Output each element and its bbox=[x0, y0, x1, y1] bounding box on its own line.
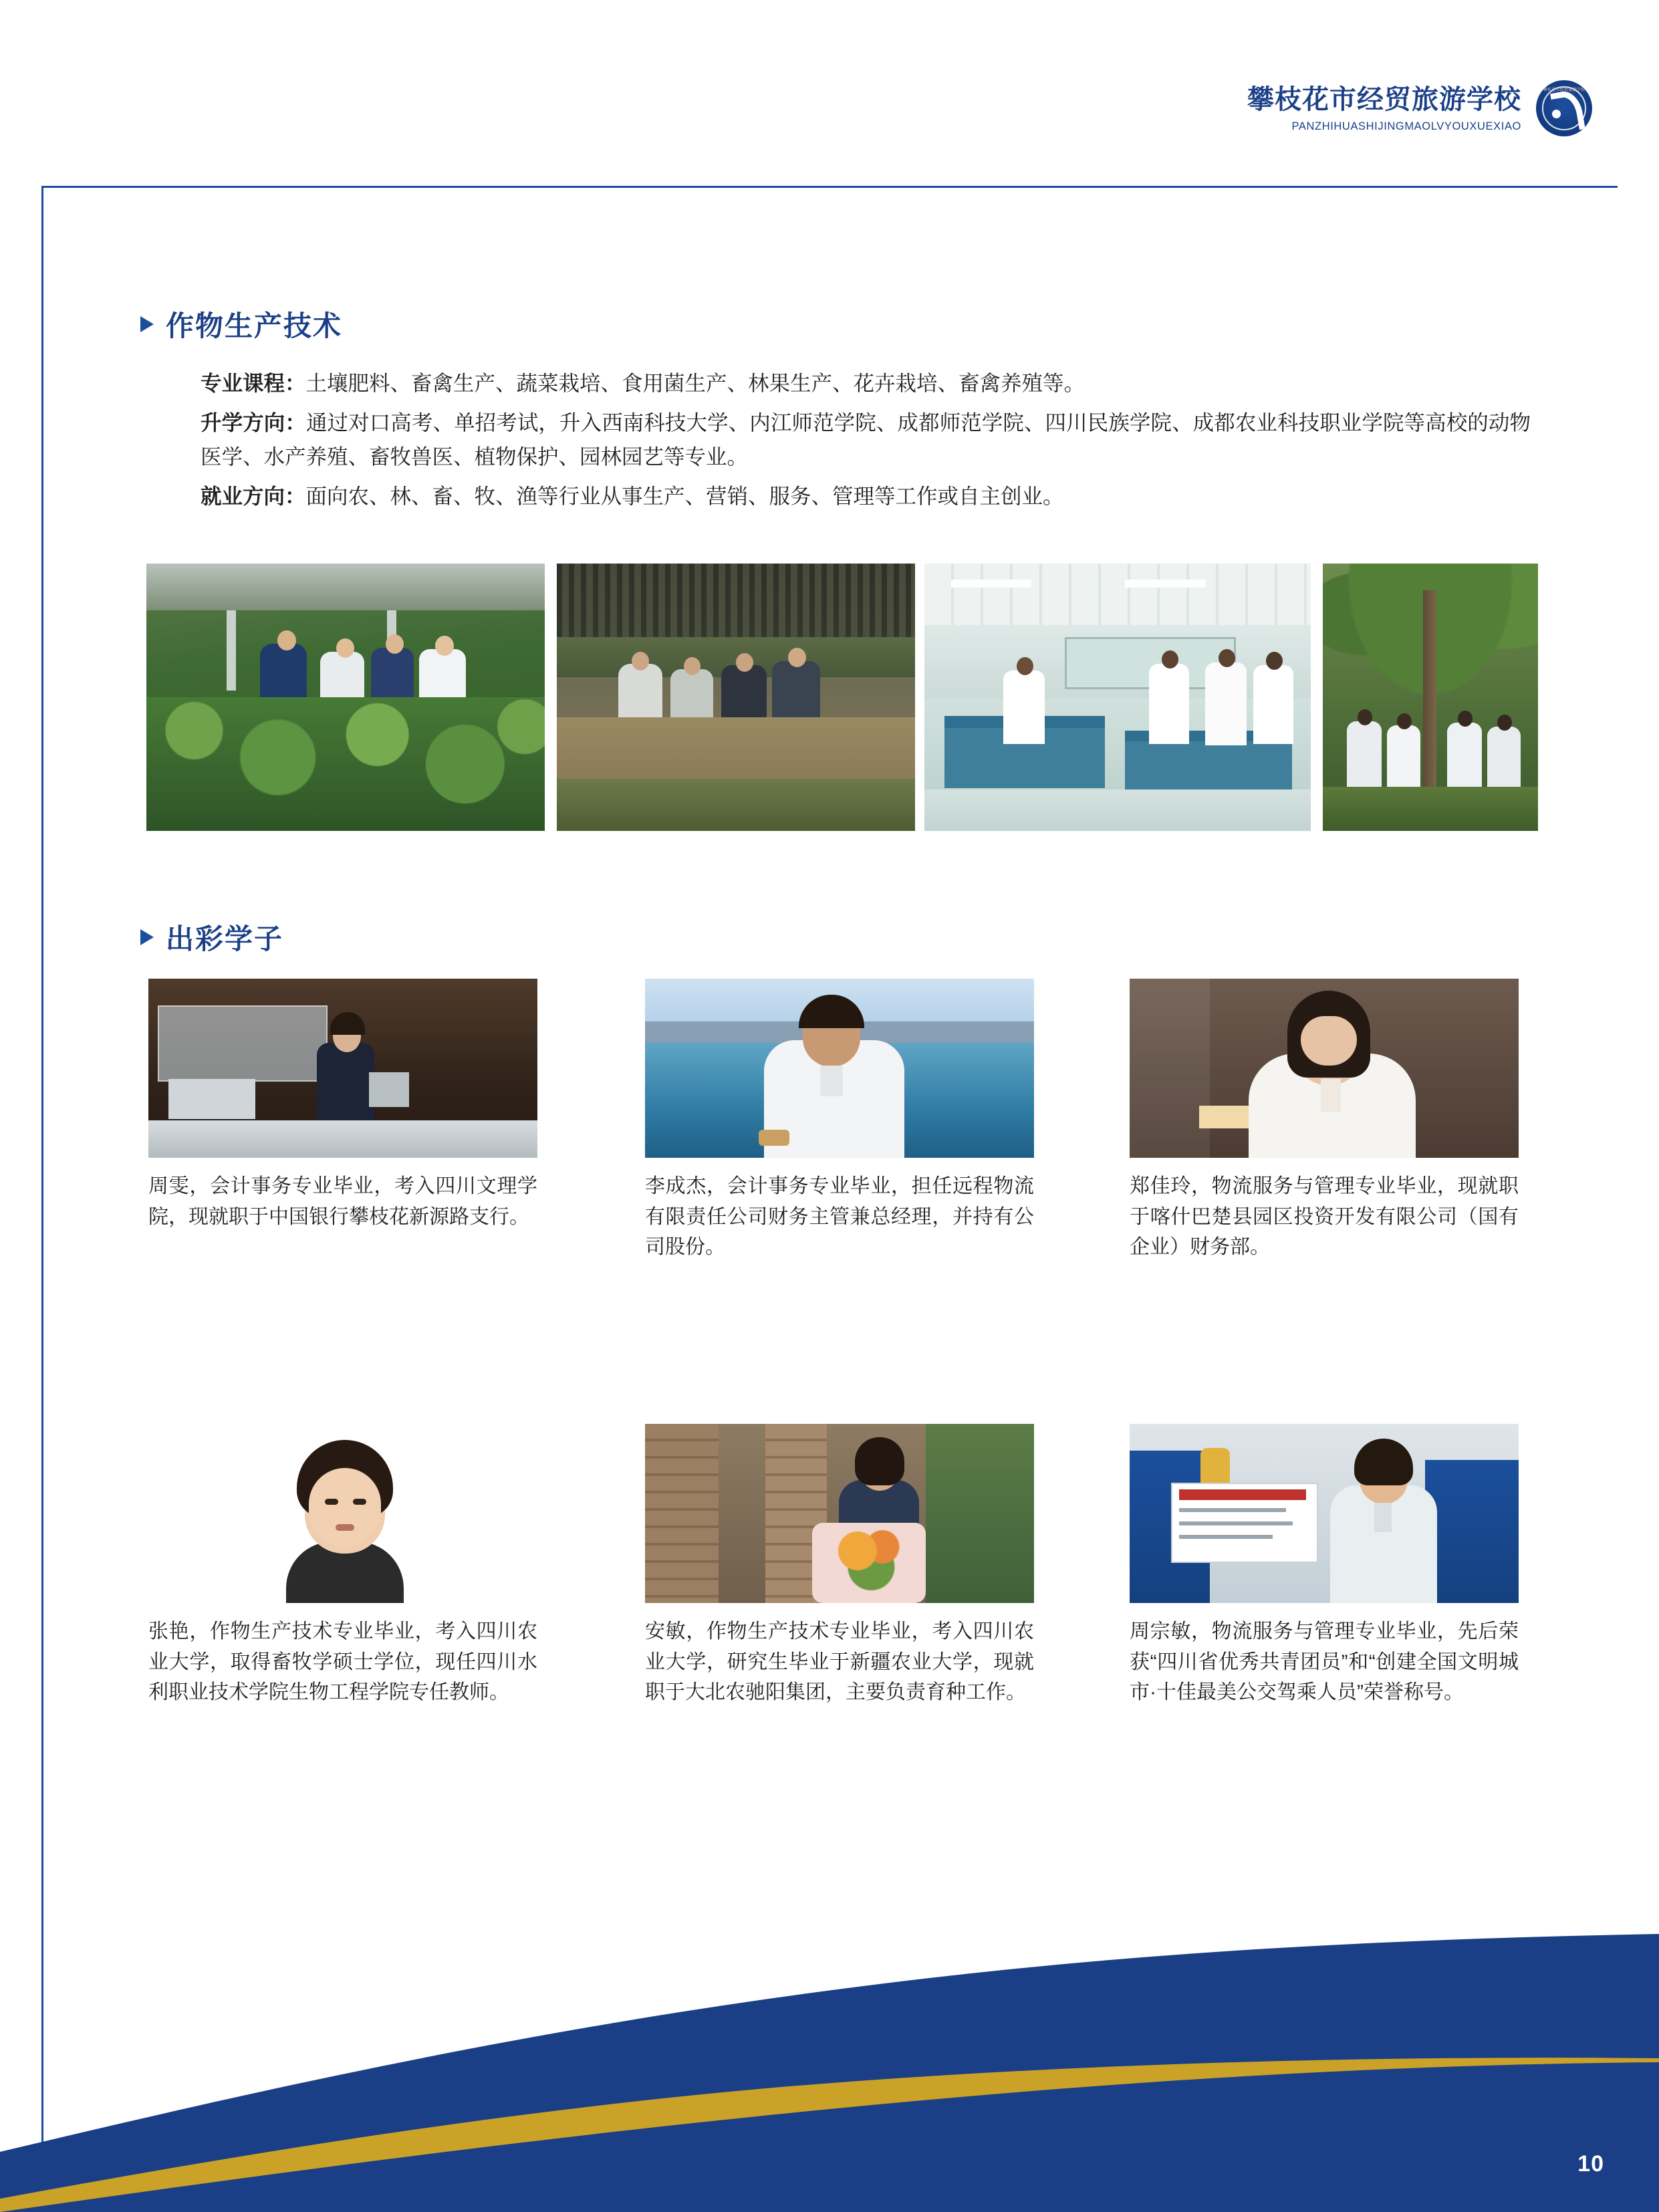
school-logo-icon bbox=[1536, 80, 1592, 136]
greenhouse-person-1-head bbox=[277, 630, 296, 650]
student-card-5 bbox=[645, 1424, 1034, 1708]
bank-staff-body bbox=[317, 1043, 374, 1123]
bank-counter bbox=[148, 1120, 537, 1158]
lab-light-2 bbox=[1125, 580, 1205, 588]
lab-person-4 bbox=[1253, 665, 1293, 744]
greenhouse-person-3-head bbox=[386, 634, 404, 654]
lab-person-3 bbox=[1205, 662, 1247, 745]
section-title-students bbox=[140, 917, 283, 957]
greenhouse-foliage bbox=[146, 697, 545, 831]
lcj-watch bbox=[759, 1130, 789, 1146]
student-photo-zhouwen bbox=[148, 979, 537, 1158]
bank-terminal bbox=[369, 1072, 409, 1107]
courses-text: 土壤肥料、畜禽生产、蔬菜栽培、食用菌生产、林果生产、花卉栽培、畜禽养殖等。 bbox=[305, 371, 1086, 395]
student-caption-2: 李成杰，会计事务专业毕业，担任远程物流有限责任公司财务主管兼总经理，并持有公司股份。 bbox=[645, 1175, 1034, 1259]
lab-light-1 bbox=[951, 580, 1031, 588]
student-photo-lichengjie bbox=[645, 979, 1034, 1158]
am-outdoor bbox=[926, 1424, 1034, 1603]
lab-person-2-head bbox=[1162, 650, 1178, 668]
lab-person-4-head bbox=[1266, 652, 1283, 670]
orchard-person-1 bbox=[1347, 721, 1382, 791]
orchard-ground bbox=[1323, 787, 1538, 831]
lcj-collar bbox=[820, 1066, 843, 1096]
zzm-collar bbox=[1374, 1503, 1392, 1532]
lab-person-1-head bbox=[1017, 657, 1033, 675]
zy-eye-left bbox=[325, 1499, 338, 1505]
section-title-students-label: 出彩学子 bbox=[166, 923, 284, 955]
page-number: 10 bbox=[1577, 2151, 1604, 2177]
further-study-paragraph bbox=[201, 406, 1531, 474]
orchard-person-2 bbox=[1387, 725, 1420, 791]
zy-eye-right bbox=[353, 1499, 366, 1505]
bus-seat-right bbox=[1425, 1460, 1519, 1603]
bank-printer bbox=[168, 1079, 255, 1119]
am-bouquet bbox=[812, 1523, 926, 1603]
triangle-bullet-icon-2 bbox=[140, 929, 154, 945]
laboratory-photo bbox=[924, 564, 1311, 831]
orchard-trunk bbox=[1423, 590, 1436, 811]
am-brick-wall-left bbox=[645, 1424, 719, 1603]
greenhouse-roof bbox=[146, 564, 545, 610]
student-photo-zhengjialing bbox=[1130, 979, 1519, 1158]
certificate-line-2 bbox=[1179, 1521, 1293, 1525]
certificate-line-3 bbox=[1179, 1535, 1273, 1539]
shade-net bbox=[557, 564, 915, 644]
section-title-major-label: 作物生产技术 bbox=[166, 310, 343, 342]
greenhouse-person-4-head bbox=[435, 636, 454, 656]
employment-text: 面向农、林、畜、牧、渔等行业从事生产、营销、服务、管理等工作或自主创业。 bbox=[305, 484, 1064, 509]
orchard-person-3-head bbox=[1458, 711, 1473, 727]
lab-person-2 bbox=[1149, 664, 1189, 744]
lab-person-1 bbox=[1003, 670, 1045, 744]
courses-label: 专业课程： bbox=[201, 371, 306, 395]
greenhouse-post-1 bbox=[227, 610, 236, 691]
student-card-6 bbox=[1130, 1424, 1519, 1708]
major-description-block bbox=[201, 366, 1531, 519]
employment-label: 就业方向： bbox=[201, 484, 306, 509]
certificate-title-bar bbox=[1179, 1489, 1306, 1500]
zjl-desk-paper bbox=[1199, 1106, 1249, 1128]
orchard-person-4-head bbox=[1497, 715, 1512, 731]
mushroom-person-1 bbox=[618, 664, 662, 725]
mushroom-person-2-head bbox=[684, 657, 700, 675]
mushroom-person-1-head bbox=[632, 652, 649, 670]
page-header bbox=[1247, 80, 1592, 136]
section-title-major bbox=[140, 304, 342, 344]
further-study-label: 升学方向： bbox=[201, 410, 306, 435]
lab-floor bbox=[924, 789, 1311, 831]
zjl-face bbox=[1301, 1016, 1357, 1066]
mushroom-grass bbox=[557, 779, 915, 831]
student-caption-3: 郑佳玲，物流服务与管理专业毕业，现就职于喀什巴楚县园区投资开发有限公司（国有企业）财务部。 bbox=[1130, 1175, 1519, 1259]
mushroom-person-3-head bbox=[736, 653, 753, 672]
lab-ceiling bbox=[924, 564, 1311, 625]
mushroom-field-photo bbox=[557, 564, 915, 831]
student-card-4 bbox=[148, 1424, 537, 1708]
student-caption-1: 周雯，会计事务专业毕业，考入四川文理学院，现就职于中国银行攀枝花新源路支行。 bbox=[148, 1175, 537, 1228]
student-photo-anmin bbox=[645, 1424, 1034, 1603]
greenhouse-photo-bg bbox=[146, 564, 545, 831]
left-rule bbox=[41, 186, 43, 2212]
student-card-2 bbox=[645, 979, 1034, 1263]
student-caption-4: 张艳，作物生产技术专业毕业，考入四川农业大学，取得畜牧学硕士学位，现任四川水利职业技术学院生物工程学院专任教师。 bbox=[148, 1620, 537, 1704]
greenhouse-person-2-head bbox=[336, 638, 354, 658]
courses-paragraph bbox=[201, 366, 1531, 400]
student-card-3 bbox=[1130, 979, 1519, 1263]
further-study-text: 通过对口高考、单招考试，升入西南科技大学、内江师范学院、成都师范学院、四川民族学院、成都农业科技职业学院等高校的动物医学、水产养殖、畜牧兽医、植物保护、园林园艺等专业。 bbox=[201, 410, 1531, 469]
footer-decoration bbox=[0, 1931, 1659, 2212]
triangle-bullet-icon bbox=[140, 316, 154, 332]
school-name-en: PANZHIHUASHIJINGMAOLVYOUXUEXIAO bbox=[1291, 120, 1521, 132]
footer-wave-svg bbox=[0, 1931, 1659, 2212]
orchard-person-2-head bbox=[1397, 713, 1412, 729]
logo-dot-shape bbox=[1552, 110, 1561, 118]
employment-paragraph bbox=[201, 479, 1531, 513]
zy-mouth bbox=[336, 1524, 354, 1531]
orchard-person-1-head bbox=[1358, 709, 1372, 725]
top-rule bbox=[41, 186, 1618, 188]
lab-person-3-head bbox=[1219, 649, 1235, 667]
lab-bench-2-body bbox=[1125, 741, 1292, 795]
zjl-bg-panel bbox=[1130, 979, 1210, 1158]
am-hair bbox=[855, 1437, 904, 1485]
zjl-collar bbox=[1321, 1079, 1341, 1112]
logo-micro-text: 攀枝花市经贸旅游学校 bbox=[1543, 88, 1585, 92]
mushroom-photo-bg bbox=[557, 564, 915, 831]
certificate-line-1 bbox=[1179, 1508, 1286, 1512]
greenhouse-students-photo bbox=[146, 564, 545, 831]
orchard-tree-photo bbox=[1323, 564, 1538, 831]
lab-photo-bg bbox=[924, 564, 1311, 831]
school-name-block bbox=[1247, 84, 1521, 134]
school-name-cn: 攀枝花市经贸旅游学校 bbox=[1247, 84, 1521, 114]
orchard-person-3 bbox=[1447, 723, 1482, 791]
orchard-person-4 bbox=[1487, 727, 1521, 791]
student-photo-zhangyan bbox=[148, 1424, 537, 1603]
zy-face bbox=[309, 1468, 381, 1547]
student-caption-6: 周宗敏，物流服务与管理专业毕业，先后荣获“四川省优秀共青团员”和“创建全国文明城市·十佳最美公交驾乘人员”荣誉称号。 bbox=[1130, 1620, 1519, 1704]
student-card-1 bbox=[148, 979, 537, 1232]
mushroom-person-4-head bbox=[788, 648, 806, 667]
orchard-photo-bg bbox=[1323, 564, 1538, 831]
student-photo-zhouzongmin bbox=[1130, 1424, 1519, 1603]
student-caption-5: 安敏，作物生产技术专业毕业，考入四川农业大学，研究生毕业于新疆农业大学，现就职于大北农驰阳集团，主要负责育种工作。 bbox=[645, 1620, 1034, 1704]
bank-glass-panel bbox=[158, 1005, 328, 1082]
